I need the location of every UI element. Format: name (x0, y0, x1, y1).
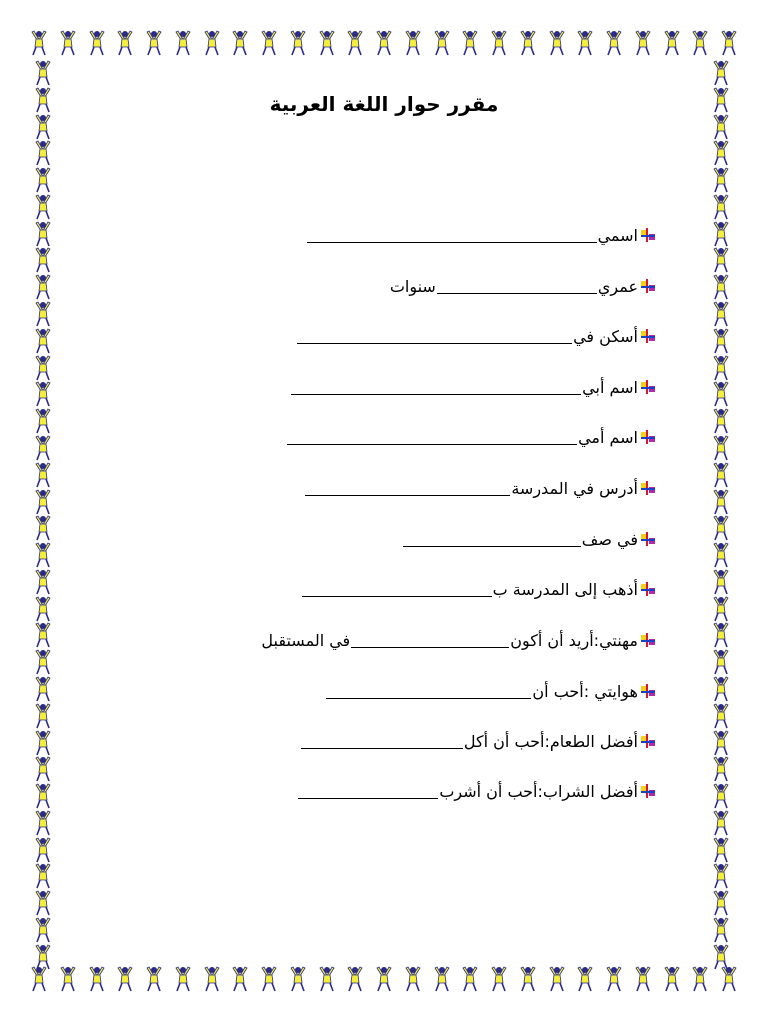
cheering-figure-icon (32, 489, 54, 515)
form-line-hobby (325, 678, 656, 704)
cheering-figure-icon (32, 703, 54, 729)
cheering-figure-icon (710, 542, 732, 568)
cheering-figure-icon (32, 355, 54, 381)
cheering-figure-icon (32, 435, 54, 461)
cheering-figure-icon (459, 30, 481, 56)
cheering-figure-icon (316, 30, 338, 56)
page-title: مقرر حوار اللغة العربية (269, 92, 499, 116)
cheering-figure-icon (32, 140, 54, 166)
cheering-figure-icon (32, 542, 54, 568)
cheering-figure-icon (710, 917, 732, 943)
cheering-figure-icon (32, 730, 54, 756)
line-label: أذهب إلى المدرسة ب (492, 579, 638, 599)
cheering-figure-icon (86, 30, 108, 56)
arrow-bullet-icon (640, 783, 656, 799)
cheering-figure-icon (710, 810, 732, 836)
form-line-father (290, 374, 656, 400)
line-label: أسكن في (573, 326, 638, 346)
arrow-bullet-icon (640, 429, 656, 445)
cheering-figure-icon (710, 703, 732, 729)
line-suffix: في المستقبل (261, 630, 351, 650)
cheering-figure-icon (28, 30, 50, 56)
cheering-figure-icon (32, 194, 54, 220)
cheering-figure-icon (710, 301, 732, 327)
cheering-figure-icon (86, 966, 108, 992)
cheering-figure-icon (574, 30, 596, 56)
cheering-figure-icon (718, 30, 740, 56)
answer-blank[interactable] (403, 532, 581, 547)
cheering-figure-icon (546, 966, 568, 992)
cheering-figure-icon (229, 30, 251, 56)
cheering-figure-icon (373, 30, 395, 56)
line-label: عمري (597, 276, 638, 296)
arrow-bullet-icon (640, 278, 656, 294)
cheering-figure-icon (32, 381, 54, 407)
cheering-figure-icon (57, 30, 79, 56)
cheering-figure-icon (344, 30, 366, 56)
cheering-figure-icon (32, 247, 54, 273)
cheering-figure-icon (710, 730, 732, 756)
cheering-figure-icon (546, 30, 568, 56)
cheering-figure-icon (114, 30, 136, 56)
cheering-figure-icon (710, 569, 732, 595)
cheering-figure-icon (32, 676, 54, 702)
cheering-figure-icon (201, 966, 223, 992)
cheering-figure-icon (632, 966, 654, 992)
cheering-figure-icon (488, 966, 510, 992)
cheering-figure-icon (710, 837, 732, 863)
cheering-figure-icon (459, 966, 481, 992)
cheering-figure-icon (172, 966, 194, 992)
answer-blank[interactable] (298, 784, 438, 799)
cheering-figure-icon (32, 60, 54, 86)
arrow-bullet-icon (640, 227, 656, 243)
form-line-school (304, 475, 656, 501)
cheering-figure-icon (603, 30, 625, 56)
cheering-figure-icon (710, 60, 732, 86)
cheering-figure-icon (32, 837, 54, 863)
cheering-figure-icon (710, 944, 732, 970)
cheering-figure-icon (32, 328, 54, 354)
cheering-figure-icon (632, 30, 654, 56)
form-line-transport (301, 576, 656, 602)
form-line-live (296, 323, 656, 349)
cheering-figure-icon (710, 221, 732, 247)
cheering-figure-icon (32, 890, 54, 916)
cheering-figure-icon (710, 247, 732, 273)
arrow-bullet-icon (640, 581, 656, 597)
answer-blank[interactable] (326, 684, 531, 699)
cheering-figure-icon (710, 676, 732, 702)
line-label: أدرس في المدرسة (511, 478, 638, 498)
cheering-figure-icon (258, 966, 280, 992)
line-label: أفضل الشراب:أحب أن أشرب (439, 781, 638, 801)
answer-blank[interactable] (305, 481, 510, 496)
cheering-figure-icon (32, 515, 54, 541)
cheering-figure-icon (373, 966, 395, 992)
cheering-figure-icon (710, 890, 732, 916)
answer-blank[interactable] (307, 228, 597, 243)
cheering-figure-icon (32, 863, 54, 889)
border-right (710, 60, 740, 970)
form-line-class (402, 526, 656, 552)
cheering-figure-icon (710, 381, 732, 407)
cheering-figure-icon (143, 30, 165, 56)
cheering-figure-icon (258, 30, 280, 56)
cheering-figure-icon (710, 355, 732, 381)
cheering-figure-icon (287, 966, 309, 992)
form-line-mother (286, 424, 656, 450)
cheering-figure-icon (431, 30, 453, 56)
cheering-figure-icon (32, 756, 54, 782)
answer-blank[interactable] (301, 734, 463, 749)
form-line-career (261, 627, 656, 653)
cheering-figure-icon (710, 863, 732, 889)
cheering-figure-icon (287, 30, 309, 56)
answer-blank[interactable] (302, 582, 492, 597)
answer-blank[interactable] (351, 633, 509, 648)
form-line-name (306, 222, 656, 248)
cheering-figure-icon (32, 301, 54, 327)
cheering-figure-icon (710, 140, 732, 166)
border-left (32, 60, 62, 970)
line-label: اسم أبي (582, 377, 638, 397)
cheering-figure-icon (229, 966, 251, 992)
cheering-figure-icon (402, 30, 424, 56)
cheering-figure-icon (32, 649, 54, 675)
cheering-figure-icon (201, 30, 223, 56)
cheering-figure-icon (32, 810, 54, 836)
cheering-figure-icon (710, 783, 732, 809)
cheering-figure-icon (517, 966, 539, 992)
cheering-figure-icon (710, 274, 732, 300)
cheering-figure-icon (710, 622, 732, 648)
cheering-figure-icon (32, 221, 54, 247)
cheering-figure-icon (32, 596, 54, 622)
cheering-figure-icon (574, 966, 596, 992)
cheering-figure-icon (517, 30, 539, 56)
arrow-bullet-icon (640, 379, 656, 395)
answer-blank[interactable] (291, 380, 581, 395)
cheering-figure-icon (344, 966, 366, 992)
cheering-figure-icon (32, 274, 54, 300)
cheering-figure-icon (710, 408, 732, 434)
cheering-figure-icon (32, 783, 54, 809)
line-label: اسمي (597, 225, 638, 245)
cheering-figure-icon (32, 408, 54, 434)
arrow-bullet-icon (640, 683, 656, 699)
form-line-drink (297, 778, 656, 804)
arrow-bullet-icon (640, 531, 656, 547)
cheering-figure-icon (431, 966, 453, 992)
cheering-figure-icon (32, 944, 54, 970)
line-label: في صف (581, 529, 638, 549)
cheering-figure-icon (32, 462, 54, 488)
line-label: أفضل الطعام:أحب أن أكل (463, 731, 638, 751)
arrow-bullet-icon (640, 480, 656, 496)
cheering-figure-icon (689, 30, 711, 56)
cheering-figure-icon (32, 114, 54, 140)
line-label: هوايتي :أحب أن (532, 681, 638, 701)
cheering-figure-icon (488, 30, 510, 56)
answer-blank[interactable] (437, 279, 597, 294)
cheering-figure-icon (32, 622, 54, 648)
cheering-figure-icon (316, 966, 338, 992)
cheering-figure-icon (689, 966, 711, 992)
cheering-figure-icon (710, 435, 732, 461)
cheering-figure-icon (710, 114, 732, 140)
cheering-figure-icon (114, 966, 136, 992)
line-label: مهنتي:أريد أن أكون (510, 630, 638, 650)
cheering-figure-icon (710, 596, 732, 622)
cheering-figure-icon (710, 328, 732, 354)
cheering-figure-icon (172, 30, 194, 56)
line-suffix: سنوات (389, 276, 436, 296)
cheering-figure-icon (603, 966, 625, 992)
form-line-food (300, 728, 656, 754)
cheering-figure-icon (32, 917, 54, 943)
arrow-bullet-icon (640, 632, 656, 648)
arrow-bullet-icon (640, 328, 656, 344)
arrow-bullet-icon (640, 733, 656, 749)
cheering-figure-icon (710, 515, 732, 541)
answer-blank[interactable] (297, 329, 572, 344)
form-line-age (390, 273, 656, 299)
cheering-figure-icon (710, 462, 732, 488)
cheering-figure-icon (661, 30, 683, 56)
cheering-figure-icon (32, 167, 54, 193)
cheering-figure-icon (710, 649, 732, 675)
cheering-figure-icon (710, 194, 732, 220)
cheering-figure-icon (143, 966, 165, 992)
border-top (28, 30, 740, 60)
cheering-figure-icon (32, 569, 54, 595)
border-bottom (28, 966, 740, 996)
answer-blank[interactable] (287, 430, 577, 445)
cheering-figure-icon (710, 489, 732, 515)
cheering-figure-icon (661, 966, 683, 992)
cheering-figure-icon (710, 167, 732, 193)
line-label: اسم أمي (578, 427, 638, 447)
cheering-figure-icon (710, 756, 732, 782)
cheering-figure-icon (402, 966, 424, 992)
